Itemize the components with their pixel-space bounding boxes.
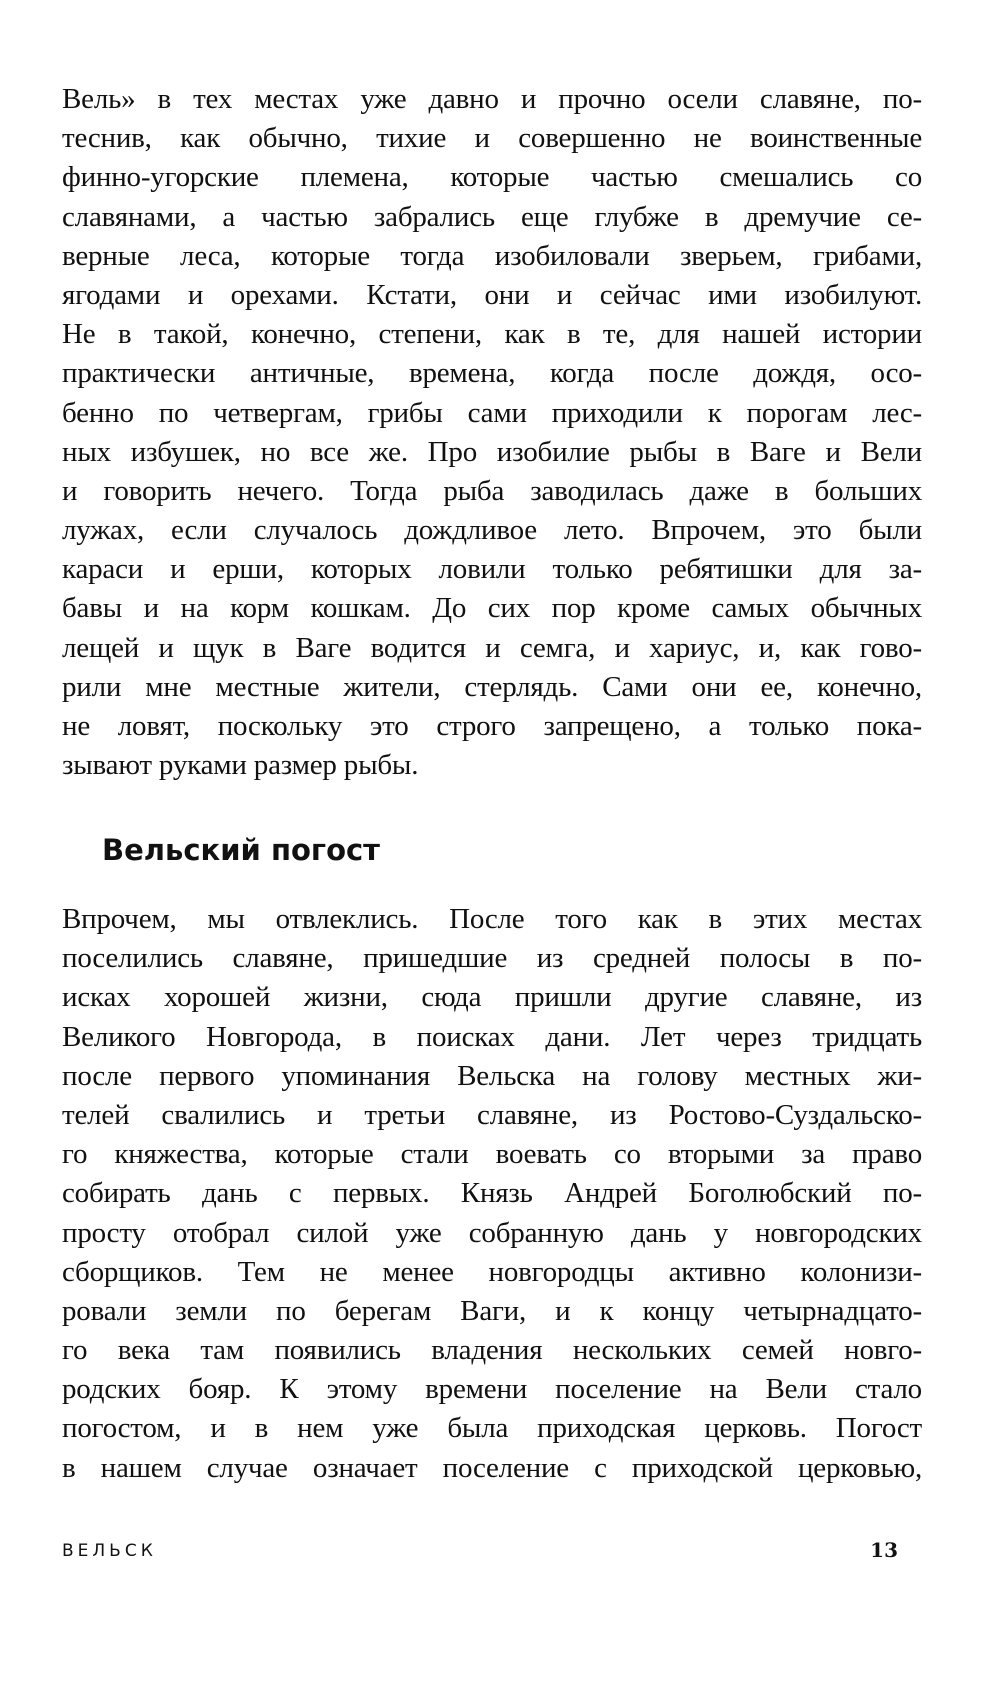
text-line: бавы и на корм кошкам. До сих пор кроме самых обычных: [62, 592, 922, 625]
text-line: практически античные, времена, когда после дождя, осо-: [62, 357, 922, 390]
paragraph-2: [62, 900, 922, 1488]
text-line: просту отобрал силой уже собранную дань у новгородских: [62, 1216, 922, 1249]
text-line: ягодами и орехами. Кстати, они и сейчас ими изобилуют.: [62, 278, 922, 311]
text-line: после первого упоминания Вельска на голову местных жи-: [62, 1059, 922, 1092]
text-line: погостом, и в нем уже была приходская церковь. Погост: [62, 1412, 922, 1445]
text-line: Великого Новгорода, в поисках дани. Лет через тридцать: [62, 1020, 922, 1053]
text-line: зывают руками размер рыбы.: [62, 749, 419, 782]
page-number: 13: [870, 1538, 898, 1562]
text-line: верные леса, которые тогда изобиловали зверьем, грибами,: [62, 239, 922, 272]
text-line: исках хорошей жизни, сюда пришли другие славяне, из: [62, 981, 922, 1014]
text-line: лужах, если случалось дождливое лето. Впрочем, это были: [62, 514, 922, 547]
text-line: финно-угорские племена, которые частью смешались со: [62, 161, 922, 194]
text-line: лещей и щук в Ваге водится и семга, и хариус, и, как гово-: [62, 631, 922, 664]
running-title: ВЕЛЬСК: [62, 1541, 157, 1561]
text-line: славянами, а частью забрались еще глубже в дремучие се-: [62, 200, 922, 233]
text-line: Не в такой, конечно, степени, как в те, для нашей истории: [62, 318, 922, 351]
text-line: сборщиков. Тем не менее новгородцы активно колонизи-: [62, 1255, 922, 1288]
text-line: го княжества, которые стали воевать со вторыми за право: [62, 1138, 922, 1171]
text-line: родских бояр. К этому времени поселение на Вели стало: [62, 1373, 922, 1406]
text-line: караси и ерши, которых ловили только ребятишки для за-: [62, 553, 922, 586]
text-line: го века там появились владения нескольких семей новго-: [62, 1334, 922, 1367]
text-line: Впрочем, мы отвлеклись. После того как в этих местах: [62, 903, 922, 935]
text-line: ровали земли по берегам Ваги, и к концу четырнадцато-: [62, 1294, 922, 1327]
text-line: собирать дань с первых. Князь Андрей Боголюбский по-: [62, 1177, 922, 1210]
text-line: телей свалились и третьи славяне, из Ростово-Суздальско-: [62, 1098, 922, 1131]
text-line: Вель» в тех местах уже давно и прочно осели славяне, по-: [62, 83, 922, 115]
text-line: бенно по четвергам, грибы сами приходили к порогам лес-: [62, 396, 922, 429]
paragraph-1: [62, 80, 922, 785]
text-line: поселились славяне, пришедшие из средней полосы в по-: [62, 942, 922, 975]
text-line: в нашем случае означает поселение с приходской церковью,: [62, 1451, 922, 1484]
book-page: [62, 80, 922, 1680]
text-line: ных избушек, но все же. Про изобилие рыбы в Ваге и Вели: [62, 435, 922, 468]
text-line: теснив, как обычно, тихие и совершенно не воинственные: [62, 122, 922, 155]
text-line: и говорить нечего. Тогда рыба заводилась даже в больших: [62, 474, 922, 507]
text-line: рили мне местные жители, стерлядь. Сами они ее, конечно,: [62, 670, 922, 703]
section-heading: Вельский погост: [102, 833, 380, 867]
text-line: не ловят, поскольку это строго запрещено, а только пока-: [62, 710, 922, 742]
